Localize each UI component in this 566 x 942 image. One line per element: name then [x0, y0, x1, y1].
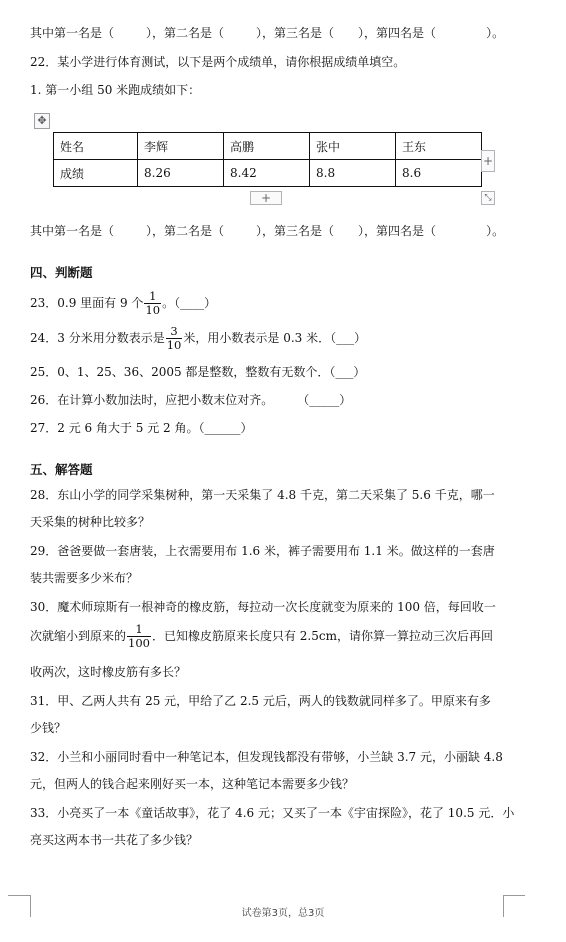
- ranking-text: ）。: [486, 224, 505, 238]
- ranking-text: ），第三名是（: [256, 224, 335, 238]
- question-33-line1: 33．小亮买了一本《童话故事》，花了 4.6 元；又买了一本《宇宙探险》，花了 10.5 元．小: [30, 806, 515, 820]
- q23-text: ）: [204, 296, 217, 310]
- question-26: 26．在计算小数加法时，应把小数末位对齐。 （_____）: [30, 393, 352, 407]
- score-table: [53, 132, 482, 187]
- q24-text: ）: [354, 331, 367, 345]
- q30-text: 次就缩小到原来的: [30, 629, 127, 643]
- fraction: [127, 623, 151, 650]
- table-cell[interactable]: 张中: [310, 133, 396, 160]
- q24-text: 24．3 分米用分数表示是: [30, 331, 165, 345]
- q23-text: 23．0.9 里面有 9 个: [30, 296, 144, 310]
- question-29-line1: 29．爸爸要做一套唐装，上衣需要用布 1.6 米，裤子需要用布 1.1 米。做这样的一套唐: [30, 544, 495, 558]
- table-cell[interactable]: 8.26: [138, 160, 224, 187]
- table-cell[interactable]: 李辉: [138, 133, 224, 160]
- question-31-line2: 少钱？: [30, 721, 67, 735]
- section-heading-answer: 五、解答题: [30, 462, 93, 477]
- question-33-line2: 亮买这两本书一共花了多少钱？: [30, 833, 199, 847]
- fraction-numerator: 1: [149, 289, 157, 303]
- question-22-sub1: 1. 第一小组 50 米跑成绩如下：: [30, 83, 201, 97]
- question-23: [30, 290, 216, 317]
- ranking-text: 其中第一名是（: [30, 224, 115, 238]
- question-30-line3: 收两次，这时橡皮筋有多长？: [30, 665, 187, 679]
- table-move-handle-icon[interactable]: ✥: [34, 113, 50, 129]
- ranking-text: ）。: [486, 26, 505, 40]
- table-cell[interactable]: 8.42: [224, 160, 310, 187]
- question-30-line2: [30, 623, 493, 650]
- table-cell[interactable]: 8.6: [396, 160, 482, 187]
- table-cell[interactable]: 成绩: [54, 160, 138, 187]
- fraction-numerator: 1: [135, 622, 143, 636]
- question-29-line2: 装共需要多少米布？: [30, 571, 139, 585]
- add-column-button[interactable]: +: [481, 150, 495, 172]
- table-cell[interactable]: 王东: [396, 133, 482, 160]
- page-corner-mark: [8, 895, 30, 896]
- fraction-denominator: 100: [128, 636, 150, 650]
- question-30-line1: 30．魔术师琼斯有一根神奇的橡皮筋，每拉动一次长度就变为原来的 100 倍，每回收一: [30, 600, 496, 614]
- fraction-denominator: 10: [166, 338, 182, 352]
- table-resize-handle-icon[interactable]: ⤡: [481, 191, 495, 205]
- question-24: [30, 325, 366, 352]
- question-32-line2: 元，但两人的钱合起来刚好买一本，这种笔记本需要多少钱？: [30, 777, 355, 791]
- question-28-line1: 28．东山小学的同学采集树种，第一天采集了 4.8 千克，第二天采集了 5.6 千克，哪一: [30, 488, 495, 502]
- table-row: [54, 133, 482, 160]
- bottom-ranking-line: [30, 223, 504, 239]
- top-ranking-line: [30, 25, 504, 41]
- ranking-text: ），第二名是（: [146, 224, 225, 238]
- answer-blank[interactable]: ____: [180, 296, 205, 310]
- question-27: 27．2 元 6 角大于 5 元 2 角。（______）: [30, 421, 253, 435]
- question-22: 22．某小学进行体育测试，以下是两个成绩单，请你根据成绩单填空。: [30, 55, 406, 69]
- question-31-line1: 31．甲、乙两人共有 25 元，甲给了乙 2.5 元后，两人的钱数就同样多了。甲原来有多: [30, 694, 491, 708]
- ranking-text: ），第二名是（: [146, 26, 225, 40]
- question-28-line2: 天采集的树种比较多？: [30, 515, 151, 529]
- fraction-numerator: 3: [170, 324, 178, 338]
- section-heading-judgement: 四、判断题: [30, 265, 93, 280]
- ranking-text: ），第四名是（: [358, 224, 437, 238]
- ranking-text: ），第三名是（: [256, 26, 335, 40]
- q30-text: ．已知橡皮筋原来长度只有 2.5cm，请你算一算拉动三次后再回: [151, 629, 493, 643]
- q24-text: 米，用小数表示是 0.3 米．（: [183, 331, 337, 345]
- table-cell[interactable]: 姓名: [54, 133, 138, 160]
- table-cell[interactable]: 高鹏: [224, 133, 310, 160]
- table-row: [54, 160, 482, 187]
- ranking-text: ），第四名是（: [358, 26, 437, 40]
- page-corner-mark: [503, 895, 525, 896]
- add-row-button[interactable]: +: [250, 191, 282, 205]
- ranking-text: 其中第一名是（: [30, 26, 115, 40]
- table-cell[interactable]: 8.8: [310, 160, 396, 187]
- question-25: 25．0、1、25、36、2005 都是整数，整数有无数个．（___）: [30, 365, 366, 379]
- fraction-denominator: 10: [145, 303, 161, 317]
- answer-blank[interactable]: ___: [336, 331, 355, 345]
- page-footer: 试卷第3页，总3页: [241, 908, 325, 919]
- fraction: [166, 325, 183, 352]
- q23-text: 。（: [162, 296, 181, 310]
- question-32-line1: 32．小兰和小丽同时看中一种笔记本，但发现钱都没有带够，小兰缺 3.7 元，小丽缺 4.8: [30, 750, 503, 764]
- fraction: [144, 290, 161, 317]
